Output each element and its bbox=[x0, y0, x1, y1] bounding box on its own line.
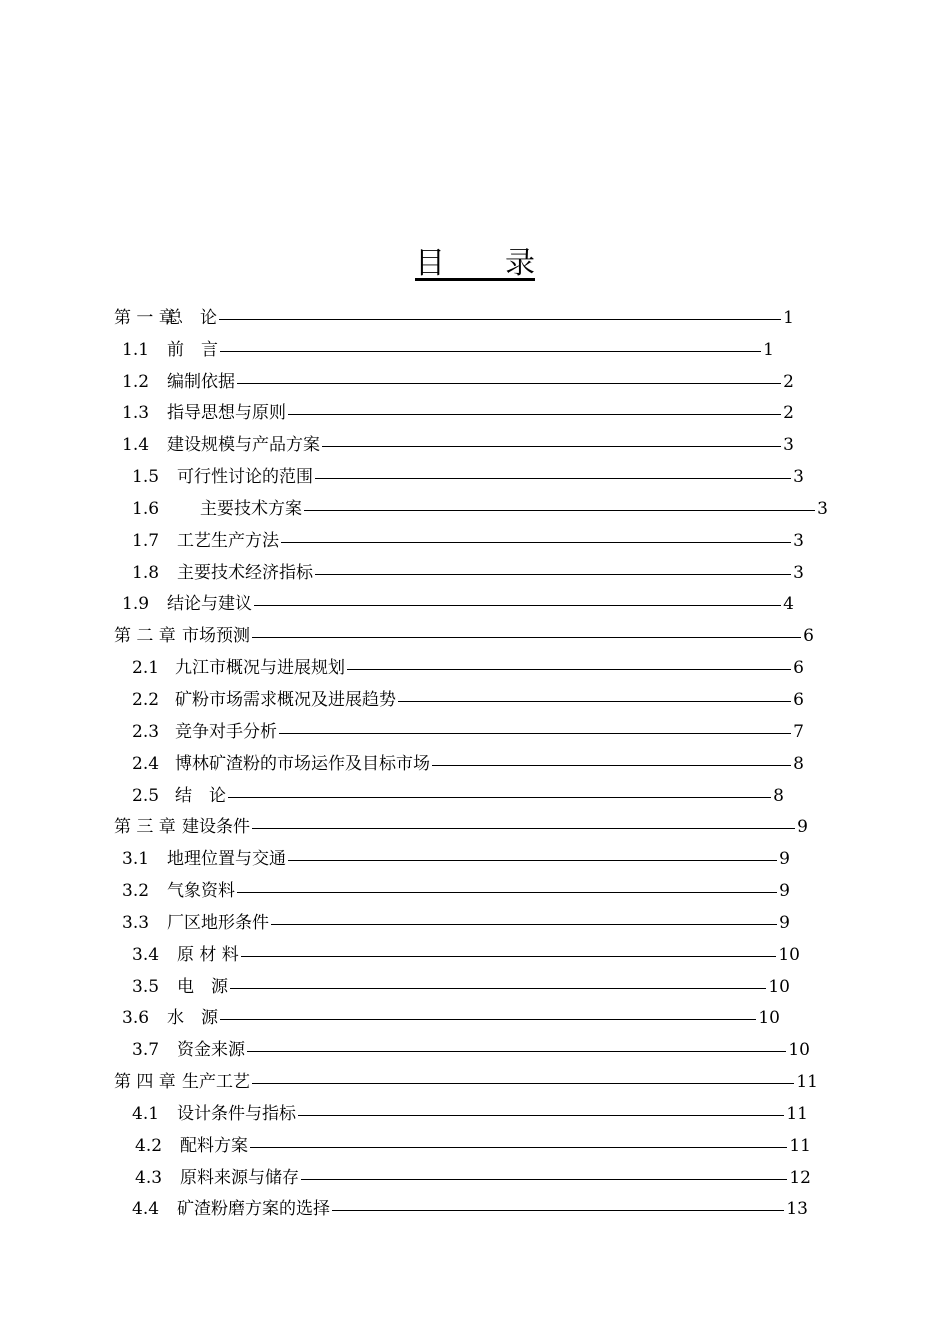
toc-entry-page: 9 bbox=[779, 849, 790, 869]
toc-entry-label: 生产工艺 bbox=[182, 1072, 250, 1092]
toc-leader bbox=[252, 637, 801, 638]
toc-entry[interactable] bbox=[132, 493, 828, 525]
toc-entry-page: 1 bbox=[763, 340, 774, 360]
toc-entry-number: 1.8 bbox=[132, 563, 160, 583]
toc-entry-number: 2.4 bbox=[132, 754, 160, 774]
toc-entry-label: 主要技术方案 bbox=[200, 499, 302, 519]
toc-entry-number: 3.6 bbox=[122, 1008, 150, 1028]
toc-entry[interactable] bbox=[114, 811, 808, 843]
toc-entry-label: 指导思想与原则 bbox=[167, 403, 286, 423]
toc-entry[interactable] bbox=[132, 939, 800, 971]
toc-entry-page: 9 bbox=[779, 881, 790, 901]
toc-entry-page: 9 bbox=[779, 913, 790, 933]
toc-entry-page: 6 bbox=[803, 626, 814, 646]
toc-leader bbox=[228, 797, 771, 798]
toc-entry[interactable] bbox=[122, 334, 774, 366]
toc-entry-number: 1.1 bbox=[122, 340, 150, 360]
toc-entry-number: 2.1 bbox=[132, 658, 160, 678]
toc-entry-label: 结 论 bbox=[175, 786, 226, 806]
toc-leader bbox=[252, 1083, 794, 1084]
toc-entry[interactable] bbox=[122, 1002, 780, 1034]
toc-entry-page: 3 bbox=[793, 563, 804, 583]
toc-entry-number: 3.7 bbox=[132, 1040, 160, 1060]
toc-entry[interactable] bbox=[122, 397, 794, 429]
toc-entry-page: 1 bbox=[783, 308, 794, 328]
toc-entry-page: 10 bbox=[768, 977, 790, 997]
toc-title bbox=[0, 238, 950, 282]
toc-entry-number: 1.6 bbox=[132, 499, 160, 519]
toc-leader bbox=[250, 1147, 787, 1148]
toc-entry-page: 3 bbox=[793, 531, 804, 551]
toc-entry-label: 原 材 料 bbox=[177, 945, 239, 965]
toc-entry-page: 13 bbox=[786, 1199, 808, 1219]
toc-entry[interactable] bbox=[122, 366, 794, 398]
toc-entry-number: 第 一 章 bbox=[114, 308, 176, 328]
toc-entry-number: 3.1 bbox=[122, 849, 150, 869]
toc-entry[interactable] bbox=[132, 748, 804, 780]
toc-leader bbox=[237, 892, 777, 893]
toc-entry[interactable] bbox=[132, 652, 804, 684]
toc-leader bbox=[271, 924, 777, 925]
toc-leader bbox=[288, 860, 777, 861]
toc-leader bbox=[237, 383, 781, 384]
toc-entry-label: 矿粉市场需求概况及进展趋势 bbox=[175, 690, 396, 710]
toc-entry-label: 矿渣粉磨方案的选择 bbox=[177, 1199, 330, 1219]
toc-entry-number: 1.2 bbox=[122, 372, 150, 392]
toc-entry[interactable] bbox=[122, 875, 790, 907]
toc-entry-page: 11 bbox=[786, 1104, 808, 1124]
toc-entry-page: 12 bbox=[789, 1168, 811, 1188]
toc-entry-page: 11 bbox=[789, 1136, 811, 1156]
toc-entry[interactable] bbox=[114, 302, 794, 334]
toc-entry-label: 地理位置与交通 bbox=[167, 849, 286, 869]
toc-entry-label: 主要技术经济指标 bbox=[177, 563, 313, 583]
toc-entry-label: 水 源 bbox=[167, 1008, 218, 1028]
toc-entry-label: 资金来源 bbox=[177, 1040, 245, 1060]
toc-entry-number: 4.4 bbox=[132, 1199, 160, 1219]
toc-entry-number: 4.1 bbox=[132, 1104, 160, 1124]
toc-entry-number: 1.4 bbox=[122, 435, 150, 455]
toc-entry-label: 设计条件与指标 bbox=[177, 1104, 296, 1124]
toc-entry-number: 1.3 bbox=[122, 403, 150, 423]
toc-entry[interactable] bbox=[132, 971, 790, 1003]
toc-entry-page: 6 bbox=[793, 658, 804, 678]
toc-entry-number: 1.5 bbox=[132, 467, 160, 487]
toc-entry-page: 3 bbox=[793, 467, 804, 487]
toc-title-text: 目 录 bbox=[415, 246, 535, 281]
toc-entry[interactable] bbox=[122, 907, 790, 939]
toc-leader bbox=[301, 1179, 787, 1180]
toc-entry-page: 8 bbox=[773, 786, 784, 806]
toc-entry-number: 4.3 bbox=[135, 1168, 163, 1188]
toc-entry-number: 2.3 bbox=[132, 722, 160, 742]
toc-entry[interactable] bbox=[132, 780, 784, 812]
toc-entry-label: 前 言 bbox=[167, 340, 218, 360]
toc-leader bbox=[252, 828, 795, 829]
toc-entry-label: 竞争对手分析 bbox=[175, 722, 277, 742]
toc-leader bbox=[219, 319, 781, 320]
toc-entry-page: 6 bbox=[793, 690, 804, 710]
toc-leader bbox=[254, 605, 781, 606]
toc-entry[interactable] bbox=[132, 461, 804, 493]
toc-entry-number: 3.2 bbox=[122, 881, 150, 901]
toc-entry[interactable] bbox=[114, 620, 814, 652]
toc-leader bbox=[247, 1051, 786, 1052]
toc-entry-label: 博林矿渣粉的市场运作及目标市场 bbox=[175, 754, 430, 774]
toc-entry-label: 九江市概况与进展规划 bbox=[175, 658, 345, 678]
toc-entry-number: 2.5 bbox=[132, 786, 160, 806]
toc-entry[interactable] bbox=[132, 684, 804, 716]
toc-leader bbox=[398, 701, 791, 702]
toc-leader bbox=[298, 1115, 784, 1116]
toc-entry-page: 3 bbox=[783, 435, 794, 455]
toc-entry[interactable] bbox=[132, 557, 804, 589]
toc-entry-label: 原料来源与储存 bbox=[180, 1168, 299, 1188]
toc-entry-label: 气象资料 bbox=[167, 881, 235, 901]
toc-entry-label: 工艺生产方法 bbox=[177, 531, 279, 551]
toc-entry-label: 建设条件 bbox=[182, 817, 250, 837]
toc-entry-number: 1.7 bbox=[132, 531, 160, 551]
toc-leader bbox=[304, 510, 815, 511]
toc-leader bbox=[332, 1210, 784, 1211]
toc-entry-label: 可行性讨论的范围 bbox=[177, 467, 313, 487]
toc-entry-number: 4.2 bbox=[135, 1136, 163, 1156]
toc-entry-number: 第 四 章 bbox=[114, 1072, 176, 1092]
toc-entry-page: 3 bbox=[817, 499, 828, 519]
toc-leader bbox=[315, 478, 791, 479]
toc-entry-number: 1.9 bbox=[122, 594, 150, 614]
toc-leader bbox=[230, 988, 766, 989]
toc-entry-page: 4 bbox=[783, 594, 794, 614]
toc-entry-number: 3.3 bbox=[122, 913, 150, 933]
toc-entry-number: 3.4 bbox=[132, 945, 160, 965]
toc-entry-page: 8 bbox=[793, 754, 804, 774]
toc-entry-number: 第 二 章 bbox=[114, 626, 176, 646]
toc-entry-page: 2 bbox=[783, 372, 794, 392]
toc-entry-label: 厂区地形条件 bbox=[167, 913, 269, 933]
toc-entry-number: 第 三 章 bbox=[114, 817, 176, 837]
toc-entry[interactable] bbox=[122, 429, 794, 461]
toc-entry-page: 10 bbox=[788, 1040, 810, 1060]
toc-entry[interactable] bbox=[132, 1193, 808, 1225]
toc-entry[interactable] bbox=[132, 525, 804, 557]
toc-leader bbox=[220, 1019, 756, 1020]
toc-entry[interactable] bbox=[135, 1130, 811, 1162]
toc-entry-page: 7 bbox=[793, 722, 804, 742]
toc-entry-page: 2 bbox=[783, 403, 794, 423]
toc-entry[interactable] bbox=[122, 588, 794, 620]
toc-entry-label: 编制依据 bbox=[167, 372, 235, 392]
toc-leader bbox=[281, 542, 791, 543]
toc-leader bbox=[432, 765, 791, 766]
toc-leader bbox=[315, 574, 791, 575]
toc-entry-page: 10 bbox=[758, 1008, 780, 1028]
toc-entry[interactable] bbox=[114, 1066, 818, 1098]
toc-leader bbox=[288, 414, 781, 415]
toc-entry-number: 3.5 bbox=[132, 977, 160, 997]
toc-leader bbox=[322, 446, 781, 447]
toc-entry-label: 建设规模与产品方案 bbox=[167, 435, 320, 455]
toc-entry-label: 市场预测 bbox=[182, 626, 250, 646]
toc-entry-page: 9 bbox=[797, 817, 808, 837]
toc-entry[interactable] bbox=[135, 1162, 811, 1194]
toc-entry-number: 2.2 bbox=[132, 690, 160, 710]
toc-leader bbox=[241, 956, 777, 957]
toc-entry-label: 结论与建议 bbox=[167, 594, 252, 614]
toc-entry[interactable] bbox=[132, 716, 804, 748]
toc-entry[interactable] bbox=[132, 1034, 810, 1066]
toc-entry-page: 10 bbox=[778, 945, 800, 965]
toc-leader bbox=[220, 351, 761, 352]
toc-entry-label: 总 论 bbox=[166, 308, 217, 328]
toc-entry[interactable] bbox=[122, 843, 790, 875]
toc-leader bbox=[347, 669, 791, 670]
toc-entry-label: 电 源 bbox=[177, 977, 228, 997]
toc-entry-page: 11 bbox=[796, 1072, 818, 1092]
toc-entry-label: 配料方案 bbox=[180, 1136, 248, 1156]
toc-entry[interactable] bbox=[132, 1098, 808, 1130]
toc-leader bbox=[279, 733, 791, 734]
